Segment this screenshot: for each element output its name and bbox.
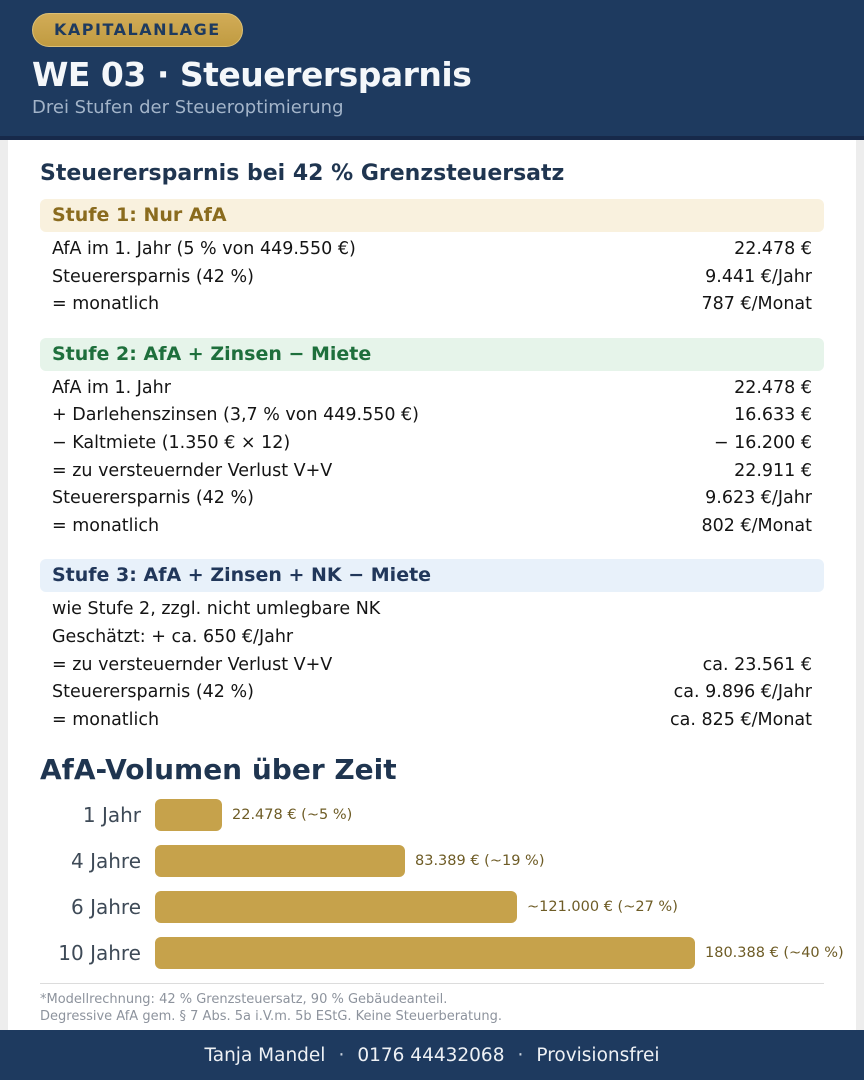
chart-bar — [155, 937, 695, 969]
row-label: Geschätzt: + ca. 650 €/Jahr — [52, 626, 294, 647]
stufe-section — [40, 559, 824, 734]
row-label: + Darlehenszinsen (3,7 % von 449.550 €) — [52, 405, 420, 426]
page-title: WE 03 · Steuerersparnis — [32, 55, 472, 94]
separator-dot: · — [517, 1044, 524, 1066]
sections — [40, 199, 824, 734]
table-row — [52, 707, 812, 735]
footer — [0, 1030, 864, 1080]
chart-category-label: 4 Jahre — [71, 849, 141, 874]
row-label: − Kaltmiete (1.350 € × 12) — [52, 432, 291, 453]
row-label: AfA im 1. Jahr (5 % von 449.550 €) — [52, 239, 356, 259]
chart-bar — [155, 799, 222, 831]
contact-tagline: Provisionsfrei — [536, 1044, 660, 1066]
chart-row — [40, 891, 824, 923]
stufe-section-rows — [40, 236, 824, 319]
row-label: AfA im 1. Jahr — [52, 377, 171, 398]
stufe-section — [40, 338, 824, 541]
chart-category-label: 6 Jahre — [71, 895, 141, 920]
row-label: Steuerersparnis (42 %) — [52, 682, 254, 703]
row-value: 22.478 € — [734, 239, 812, 259]
section-heading: Steuerersparnis bei 42 % Grenzsteuersatz — [40, 161, 565, 186]
page-subtitle: Drei Stufen der Steueroptimierung — [32, 97, 344, 118]
category-badge: KAPITALANLAGE — [32, 13, 243, 47]
footnote — [40, 983, 824, 1025]
table-row — [52, 652, 812, 680]
contact-name: Tanja Mandel — [204, 1044, 326, 1066]
stufe-section-header: Stufe 3: AfA + Zinsen + NK − Miete — [40, 559, 824, 592]
stufe-section-rows — [40, 375, 824, 541]
chart-row — [40, 845, 824, 877]
chart-bar — [155, 891, 517, 923]
row-value: 22.911 € — [734, 460, 812, 481]
table-row — [52, 236, 812, 264]
row-label: wie Stufe 2, zzgl. nicht umlegbare NK — [52, 599, 381, 620]
main-content — [8, 140, 856, 1030]
row-value: ca. 9.896 €/Jahr — [673, 682, 812, 703]
row-label: = zu versteuernder Verlust V+V — [52, 460, 333, 481]
chart-value-label: 180.388 € (~40 %) — [705, 945, 844, 962]
row-value: 802 €/Monat — [701, 515, 812, 536]
row-value: 16.633 € — [734, 405, 812, 426]
table-row — [52, 291, 812, 319]
header — [0, 0, 864, 140]
row-value: 9.441 €/Jahr — [705, 266, 812, 287]
chart-row — [40, 799, 824, 831]
row-value: 9.623 €/Jahr — [705, 488, 812, 509]
separator-dot: · — [338, 1044, 345, 1066]
stufe-section-header: Stufe 2: AfA + Zinsen − Miete — [40, 338, 824, 371]
table-row — [52, 596, 812, 624]
chart-row — [40, 937, 844, 969]
stufe-section-header: Stufe 1: Nur AfA — [40, 199, 824, 232]
table-row — [52, 458, 812, 486]
table-row — [52, 624, 812, 652]
table-row — [52, 513, 812, 541]
table-row — [52, 430, 812, 458]
row-value: 22.478 € — [734, 377, 812, 398]
chart-value-label: 22.478 € (~5 %) — [232, 807, 353, 824]
row-label: Steuerersparnis (42 %) — [52, 266, 254, 287]
chart-value-label: ~121.000 € (~27 %) — [527, 899, 678, 916]
chart-value-label: 83.389 € (~19 %) — [415, 853, 545, 870]
row-label: = zu versteuernder Verlust V+V — [52, 654, 333, 675]
table-row — [52, 402, 812, 430]
row-value: − 16.200 € — [713, 432, 812, 453]
stufe-section — [40, 199, 824, 319]
row-label: = monatlich — [52, 294, 160, 315]
table-row — [52, 679, 812, 707]
row-value: 787 €/Monat — [701, 294, 812, 315]
table-row — [52, 485, 812, 513]
footnote-line-2: Degressive AfA gem. § 7 Abs. 5a i.V.m. 5b EStG. Keine Steuerberatung. — [40, 1009, 502, 1025]
stufe-section-rows — [40, 596, 824, 734]
table-row — [52, 264, 812, 292]
row-label: Steuerersparnis (42 %) — [52, 488, 254, 509]
row-value: ca. 23.561 € — [702, 654, 812, 675]
table-row — [52, 375, 812, 403]
chart-bar — [155, 845, 405, 877]
row-label: = monatlich — [52, 709, 160, 730]
bar-chart — [40, 799, 844, 969]
chart-title: AfA-Volumen über Zeit — [40, 753, 397, 787]
chart-category-label: 10 Jahre — [58, 941, 141, 966]
contact-phone: 0176 44432068 — [357, 1044, 505, 1066]
row-value: ca. 825 €/Monat — [670, 709, 812, 730]
row-label: = monatlich — [52, 515, 160, 536]
chart-category-label: 1 Jahr — [82, 803, 141, 828]
footnote-line-1: *Modellrechnung: 42 % Grenzsteuersatz, 90 % Gebäudeanteil. — [40, 992, 448, 1008]
